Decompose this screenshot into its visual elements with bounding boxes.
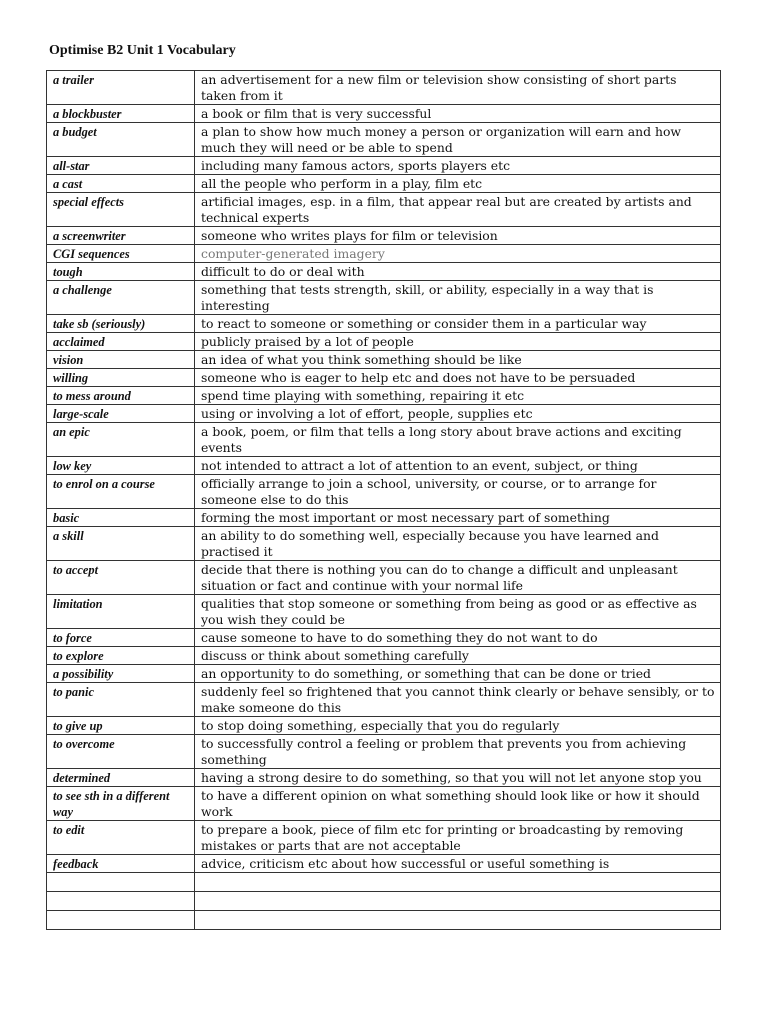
vocab-definition: something that tests strength, skill, or ability, especially in a way that is interesting [195,281,721,315]
vocab-term: to see sth in a different way [47,787,195,821]
vocab-term: all-star [47,157,195,175]
vocab-term: to overcome [47,735,195,769]
vocab-definition: advice, criticism etc about how successful or useful something is [195,855,721,873]
table-row [47,769,721,787]
vocab-term: large-scale [47,405,195,423]
vocab-definition: including many famous actors, sports players etc [195,157,721,175]
table-row [47,193,721,227]
table-row [47,561,721,595]
vocab-definition: to prepare a book, piece of film etc for printing or broadcasting by removing mistakes or parts that are not acceptable [195,821,721,855]
vocab-definition [195,892,721,911]
vocab-term: acclaimed [47,333,195,351]
vocab-definition: forming the most important or most necessary part of something [195,509,721,527]
vocab-definition: a book or film that is very successful [195,105,721,123]
table-row [47,509,721,527]
vocab-definition: having a strong desire to do something, so that you will not let anyone stop you [195,769,721,787]
table-row [47,595,721,629]
vocab-term: a cast [47,175,195,193]
table-row [47,892,721,911]
table-row [47,629,721,647]
vocab-definition: someone who writes plays for film or television [195,227,721,245]
table-row [47,457,721,475]
vocab-definition: to react to someone or something or consider them in a particular way [195,315,721,333]
vocab-term: special effects [47,193,195,227]
vocab-definition: qualities that stop someone or something from being as good or as effective as you wish they could be [195,595,721,629]
vocab-term: feedback [47,855,195,873]
vocab-term [47,892,195,911]
vocab-term: take sb (seriously) [47,315,195,333]
table-row [47,855,721,873]
table-row [47,647,721,665]
vocab-definition: cause someone to have to do something they do not want to do [195,629,721,647]
vocab-definition: discuss or think about something carefully [195,647,721,665]
vocab-term [47,911,195,930]
vocab-term: determined [47,769,195,787]
vocab-definition: an advertisement for a new film or television show consisting of short parts taken from it [195,71,721,105]
table-row [47,405,721,423]
vocab-term: a skill [47,527,195,561]
table-row [47,157,721,175]
table-row [47,683,721,717]
table-row [47,911,721,930]
vocab-term: CGI sequences [47,245,195,263]
table-row [47,123,721,157]
table-row [47,351,721,369]
table-row [47,821,721,855]
vocab-term: to accept [47,561,195,595]
table-row [47,175,721,193]
page-title: Optimise B2 Unit 1 Vocabulary [49,43,236,58]
vocab-term: to edit [47,821,195,855]
vocabulary-table [46,70,721,930]
table-row [47,315,721,333]
vocab-definition: to stop doing something, especially that you do regularly [195,717,721,735]
table-row [47,71,721,105]
vocab-definition: to successfully control a feeling or problem that prevents you from achieving something [195,735,721,769]
table-row [47,735,721,769]
vocab-term: to mess around [47,387,195,405]
vocab-definition: not intended to attract a lot of attention to an event, subject, or thing [195,457,721,475]
vocab-definition: an ability to do something well, especially because you have learned and practised it [195,527,721,561]
vocab-term: low key [47,457,195,475]
table-row [47,227,721,245]
vocab-term: a blockbuster [47,105,195,123]
table-row [47,873,721,892]
vocab-term: a screenwriter [47,227,195,245]
table-row [47,717,721,735]
vocab-definition: officially arrange to join a school, university, or course, or to arrange for someone else to do this [195,475,721,509]
vocab-term: tough [47,263,195,281]
table-row [47,263,721,281]
vocab-term: a budget [47,123,195,157]
vocab-term: vision [47,351,195,369]
vocab-definition: a plan to show how much money a person or organization will earn and how much they will need or be able to spend [195,123,721,157]
vocab-term: to force [47,629,195,647]
vocab-term: limitation [47,595,195,629]
vocab-term: a trailer [47,71,195,105]
vocab-term: a challenge [47,281,195,315]
vocab-term: basic [47,509,195,527]
vocab-term: to panic [47,683,195,717]
table-row [47,245,721,263]
vocab-definition: to have a different opinion on what something should look like or how it should work [195,787,721,821]
vocab-term [47,873,195,892]
vocab-term: to explore [47,647,195,665]
vocab-definition: an idea of what you think something should be like [195,351,721,369]
table-row [47,665,721,683]
vocab-definition: artificial images, esp. in a film, that appear real but are created by artists and technical experts [195,193,721,227]
table-row [47,787,721,821]
table-row [47,105,721,123]
vocab-definition: decide that there is nothing you can do to change a difficult and unpleasant situation or fact and continue with your normal life [195,561,721,595]
table-row [47,527,721,561]
vocab-definition: suddenly feel so frightened that you cannot think clearly or behave sensibly, or to make someone do this [195,683,721,717]
vocab-definition: spend time playing with something, repairing it etc [195,387,721,405]
vocab-term: to enrol on a course [47,475,195,509]
vocab-definition: publicly praised by a lot of people [195,333,721,351]
vocab-definition [195,873,721,892]
table-row [47,281,721,315]
vocabulary-table-body [47,71,721,930]
table-row [47,369,721,387]
vocab-term: an epic [47,423,195,457]
table-row [47,333,721,351]
vocab-definition: computer-generated imagery [195,245,721,263]
vocab-definition: an opportunity to do something, or something that can be done or tried [195,665,721,683]
vocab-definition: all the people who perform in a play, film etc [195,175,721,193]
vocab-term: willing [47,369,195,387]
table-row [47,475,721,509]
vocab-definition: using or involving a lot of effort, people, supplies etc [195,405,721,423]
vocab-definition: someone who is eager to help etc and does not have to be persuaded [195,369,721,387]
vocab-definition: a book, poem, or film that tells a long story about brave actions and exciting events [195,423,721,457]
vocab-term: to give up [47,717,195,735]
table-row [47,387,721,405]
vocab-definition [195,911,721,930]
vocab-definition: difficult to do or deal with [195,263,721,281]
vocab-term: a possibility [47,665,195,683]
table-row [47,423,721,457]
